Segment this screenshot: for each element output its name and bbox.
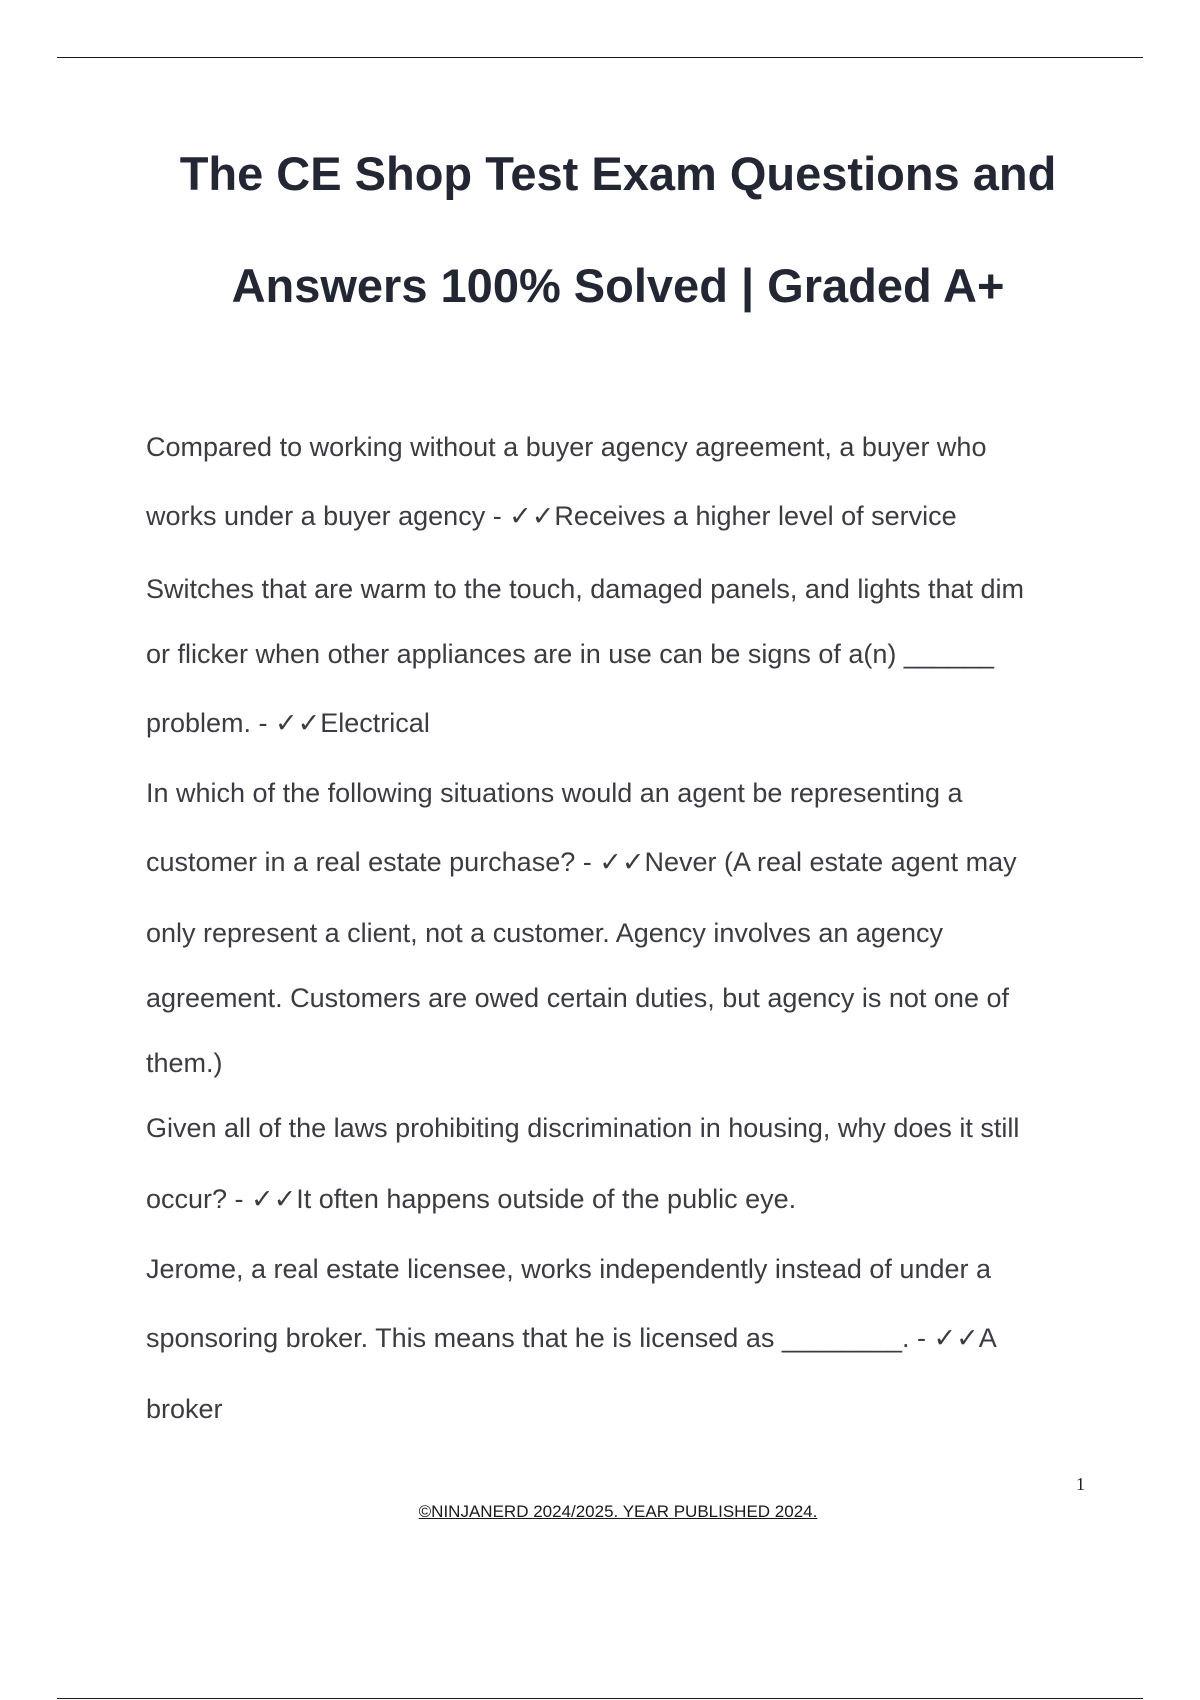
body-line-7: customer in a real estate purchase? - ✓✓Never (A real estate agent may [146, 847, 1017, 877]
body-line-12: occur? - ✓✓It often happens outside of the public eye. [146, 1184, 797, 1214]
document-title-line-2: Answers 100% Solved | Graded A+ [231, 259, 1005, 312]
page-number: 1 [1076, 1474, 1085, 1494]
bottom-rule [57, 1698, 1143, 1699]
body-line-8: only represent a client, not a customer. Agency involves an agency [146, 918, 943, 948]
body-line-1: Compared to working without a buyer agency agreement, a buyer who [146, 432, 987, 462]
body-line-14: sponsoring broker. This means that he is licensed as ________. - ✓✓A [146, 1323, 997, 1353]
body-line-4: or flicker when other appliances are in use can be signs of a(n) ______ [146, 639, 995, 669]
document-title-line-1: The CE Shop Test Exam Questions and [179, 147, 1057, 200]
body-line-10: them.) [146, 1048, 223, 1078]
body-line-5: problem. - ✓✓Electrical [146, 708, 430, 738]
copyright-footer: ©NINJANERD 2024/2025. YEAR PUBLISHED 2024. [418, 1502, 818, 1521]
body-line-9: agreement. Customers are owed certain duties, but agency is not one of [146, 983, 1009, 1013]
body-line-6: In which of the following situations would an agent be representing a [146, 778, 963, 808]
top-rule [57, 57, 1143, 58]
body-line-15: broker [146, 1394, 223, 1424]
body-line-13: Jerome, a real estate licensee, works independently instead of under a [146, 1254, 992, 1284]
body-line-11: Given all of the laws prohibiting discrimination in housing, why does it still [146, 1113, 1020, 1143]
body-line-3: Switches that are warm to the touch, damaged panels, and lights that dim [146, 574, 1024, 604]
body-line-2: works under a buyer agency - ✓✓Receives a higher level of service [146, 501, 957, 531]
